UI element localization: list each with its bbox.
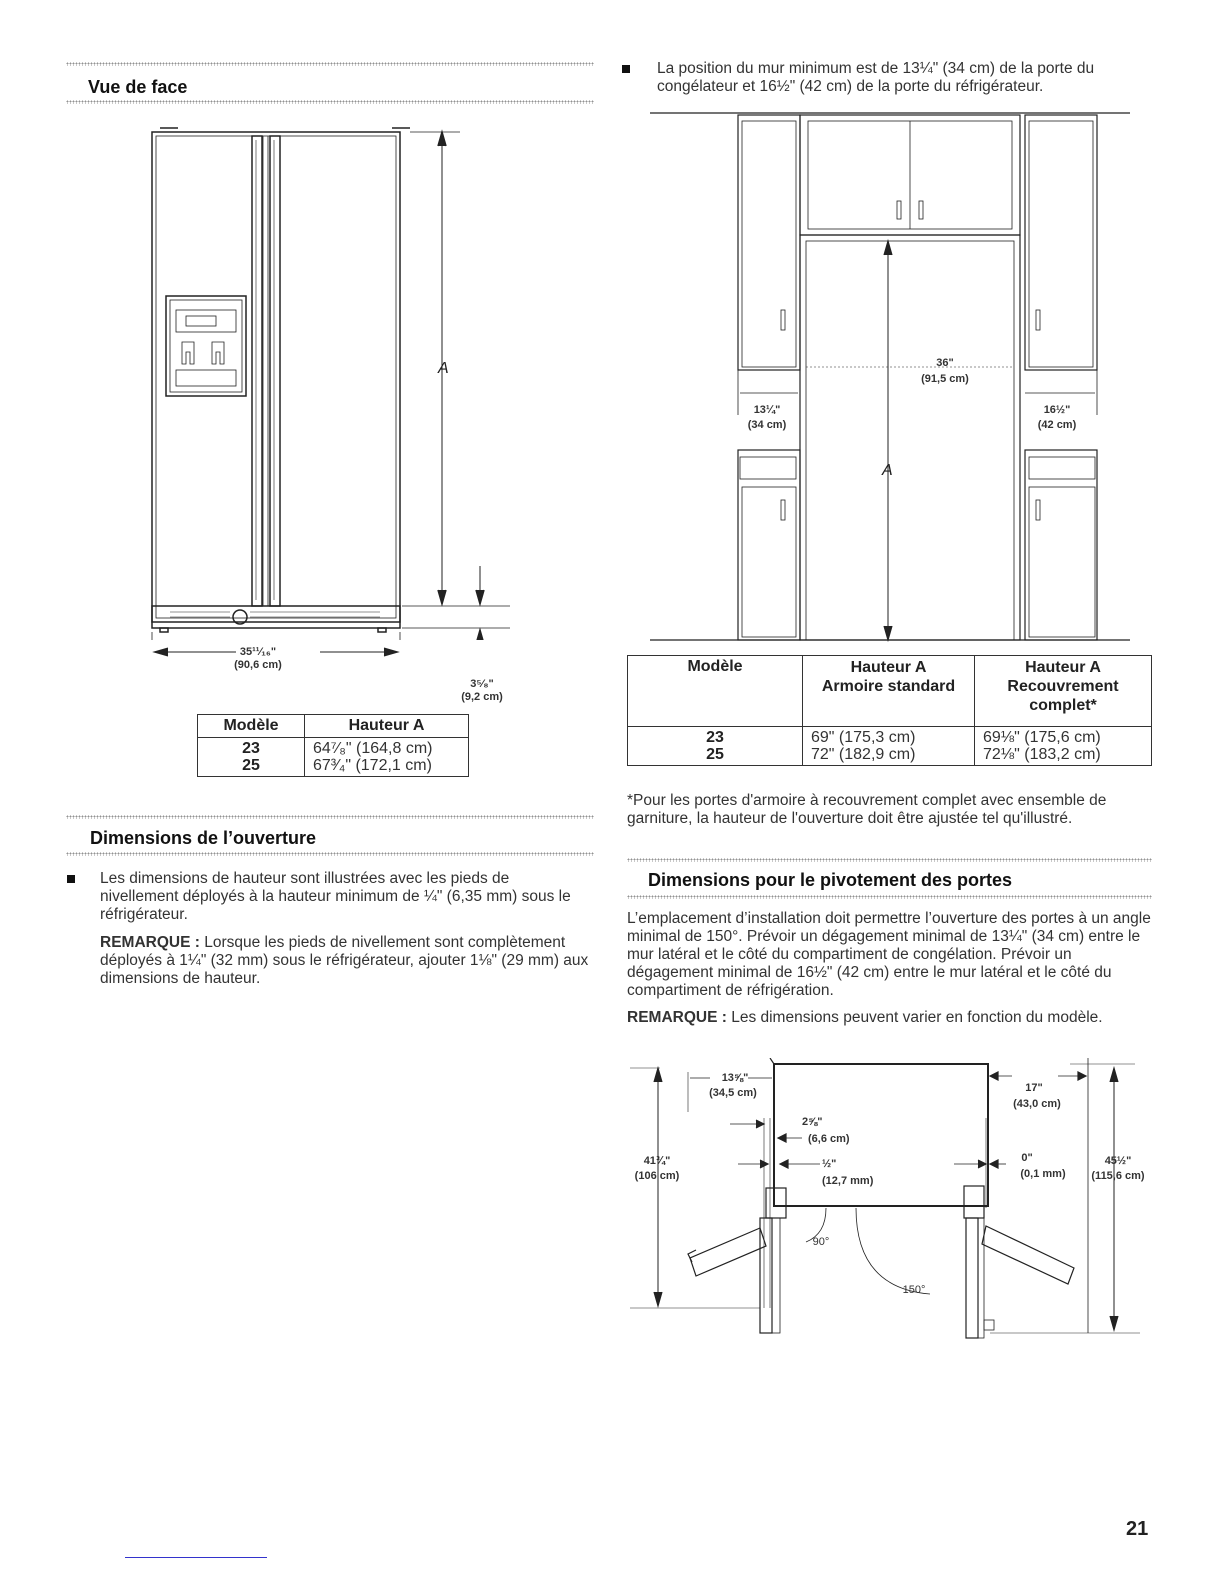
d2-cm: (6,6 cm) xyxy=(808,1133,850,1145)
right-gap-cm: (42 cm) xyxy=(1037,419,1077,431)
wall-bullet-text: La position du mur minimum est de 13¼" (34 cm) de la porte du congélateur et 16½" (42 cm) de la porte du réfrigérateur. xyxy=(657,60,1095,95)
dimension-a-label: A xyxy=(438,360,449,377)
d4-in: 41¾" xyxy=(643,1155,671,1167)
page-number: 21 xyxy=(1126,1518,1149,1540)
door-swing-diagram xyxy=(630,1058,1150,1348)
divider xyxy=(627,895,1152,899)
d1-in: 13⅝" xyxy=(721,1072,749,1084)
divider xyxy=(66,815,594,819)
angle-90: 90° xyxy=(812,1236,830,1248)
front-view-diagram xyxy=(130,120,530,640)
width-cm-label: (90,6 cm) xyxy=(234,659,282,671)
swing-note xyxy=(627,1009,1152,1027)
divider xyxy=(66,852,594,856)
model-cell: 23 25 xyxy=(198,738,305,777)
width-in-label: 35¹¹⁄₁₆" xyxy=(239,646,277,658)
d2-in: 2⅝" xyxy=(802,1116,823,1128)
base-in-label: 3⁵⁄₈" xyxy=(470,678,494,690)
cabinet-width-cm: (91,5 cm) xyxy=(921,373,969,385)
footnote: *Pour les portes d'armoire à recouvrement complet avec ensemble de garniture, la hauteur de l'ouverture doit être ajustée tel qu'illustré. xyxy=(627,792,1107,827)
divider xyxy=(66,62,594,66)
table-header: Hauteur A xyxy=(305,715,469,738)
opening-bullet-text: Les dimensions de hauteur sont illustrées avec les pieds de nivellement déployés à la hauteur minimum de ¼" (6,35 mm) sous le réfrigérateur. xyxy=(100,870,571,923)
d1-cm: (34,5 cm) xyxy=(709,1087,757,1099)
d5-in: 17" xyxy=(1025,1082,1043,1094)
right-gap-in: 16½" xyxy=(1043,404,1071,416)
front-view-heading: Vue de face xyxy=(88,77,188,97)
cabinet-a-label: A xyxy=(882,462,893,479)
table-header: Modèle xyxy=(628,656,803,727)
table-header: Hauteur A Recouvrement complet* xyxy=(975,656,1152,727)
table-header: Modèle xyxy=(198,715,305,738)
d6-cm: (0,1 mm) xyxy=(1020,1168,1066,1180)
d4-cm: (106 cm) xyxy=(634,1170,680,1182)
cabinet-diagram xyxy=(630,105,1150,645)
standard-cell: 69" (175,3 cm) 72" (182,9 cm) xyxy=(803,727,975,766)
left-gap-in: 13¼" xyxy=(753,404,781,416)
opening-note xyxy=(100,934,590,988)
footer-rule xyxy=(125,1557,267,1558)
swing-paragraph: L’emplacement d’installation doit permettre l’ouverture des portes à un angle minimal de 150°. Prévoir un dégagement minimal de 13¼" (34 cm) entre le mur latéral et le côté du compartiment de congélation. Prévoir un dégagement minimal de 16½" (42 cm) entre le mur latéral et le côté du compartiment de réfrigération. xyxy=(627,910,1151,999)
note-text: Lorsque les pieds de nivellement sont complètement déployés à 1¼" (32 mm) sous le réfrigérateur, ajouter 1⅛" (29 mm) aux dimensions de hauteur. xyxy=(100,934,589,987)
opening-heading: Dimensions de l’ouverture xyxy=(90,828,317,848)
angle-150: 150° xyxy=(902,1284,926,1296)
d5-cm: (43,0 cm) xyxy=(1013,1098,1061,1110)
overlay-cell: 69⅛" (175,6 cm) 72⅛" (183,2 cm) xyxy=(975,727,1152,766)
cabinet-table xyxy=(627,655,1152,766)
note-text: Les dimensions peuvent varier en fonction du modèle. xyxy=(726,1009,1103,1026)
cabinet-width-in: 36" xyxy=(936,357,954,369)
note-label: REMARQUE : xyxy=(627,1009,727,1026)
d7-in: 45½" xyxy=(1104,1155,1132,1167)
height-table xyxy=(197,714,469,777)
note-label: REMARQUE : xyxy=(100,934,200,951)
d6-in: 0" xyxy=(1021,1152,1033,1164)
divider xyxy=(627,858,1152,862)
model-cell: 23 25 xyxy=(628,727,803,766)
table-header: Hauteur A Armoire standard xyxy=(803,656,975,727)
left-gap-cm: (34 cm) xyxy=(747,419,787,431)
bullet-icon xyxy=(622,65,630,73)
d3-in: ½" xyxy=(822,1158,837,1170)
d7-cm: (115,6 cm) xyxy=(1091,1170,1145,1182)
height-cell: 64⁷⁄₈" (164,8 cm) 67³⁄₄" (172,1 cm) xyxy=(305,738,469,777)
divider xyxy=(66,100,594,104)
swing-heading: Dimensions pour le pivotement des portes xyxy=(648,870,1013,890)
d3-cm: (12,7 mm) xyxy=(822,1175,874,1187)
bullet-icon xyxy=(67,875,75,883)
base-cm-label: (9,2 cm) xyxy=(461,691,503,703)
